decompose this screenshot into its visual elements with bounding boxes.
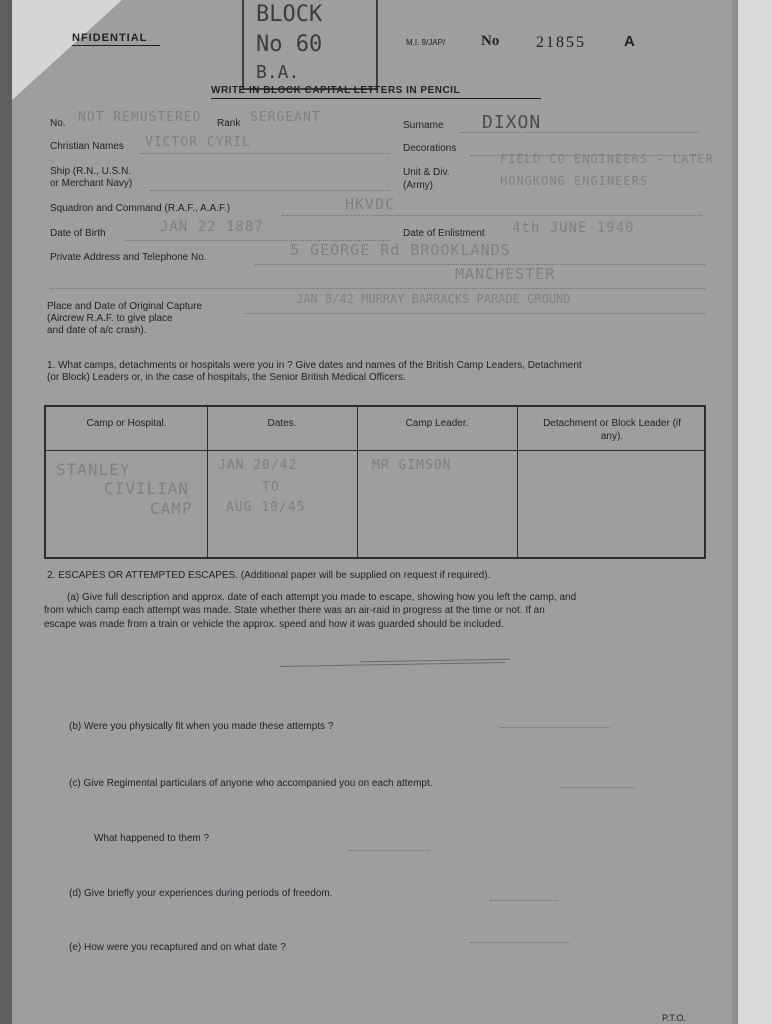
q2b-text: (b) Were you physically fit when you made these attempts ? bbox=[69, 721, 334, 732]
folded-corner bbox=[12, 0, 122, 100]
enlistment-label: Date of Enlistment bbox=[403, 228, 485, 239]
q1-text-1: 1. What camps, detachments or hospitals were you in ? Give dates and names of the British Camp Leaders, Detachment bbox=[47, 360, 582, 371]
squadron-line bbox=[282, 215, 702, 216]
no-label: No. bbox=[50, 118, 66, 129]
camp-value-1: STANLEY bbox=[56, 460, 131, 479]
q2d-line bbox=[490, 900, 558, 901]
unit-label-1: Unit & Div. bbox=[403, 167, 450, 178]
q2c-text: (c) Give Regimental particulars of anyone who accompanied you on each attempt. bbox=[69, 778, 433, 789]
rank-value: SERGEANT bbox=[250, 110, 321, 125]
no-value: NOT REMUSTERED bbox=[78, 110, 202, 125]
confidential-underline bbox=[72, 45, 160, 46]
q2d-text: (d) Give briefly your experiences during periods of freedom. bbox=[69, 888, 333, 899]
q2a-text-1: (a) Give full description and approx. date of each attempt you made to escape, showing how you left the camp, and bbox=[67, 592, 577, 603]
decorations-label: Decorations bbox=[403, 143, 457, 154]
address-line-2 bbox=[50, 288, 705, 289]
pto-note: P.T.O. bbox=[662, 1013, 686, 1023]
address-value-2: MANCHESTER bbox=[455, 265, 556, 283]
q2a-text-2: from which camp each attempt was made. State whether there was an air-raid in progress at the time or not. If an bbox=[44, 605, 545, 616]
address-label: Private Address and Telephone No. bbox=[50, 252, 207, 263]
page-edge-shadow bbox=[732, 0, 738, 1024]
table-divider bbox=[517, 407, 518, 557]
camp-leader-value: MR GIMSON bbox=[372, 458, 452, 473]
unit-value-1: FIELD CO ENGINEERS - LATER bbox=[500, 152, 714, 166]
q2c-sub-text: What happened to them ? bbox=[94, 833, 210, 844]
number-label: No bbox=[481, 33, 500, 49]
address-line-1 bbox=[255, 264, 705, 265]
col-camp-hospital: Camp or Hospital. bbox=[86, 418, 167, 429]
dates-value-3: AUG 10/45 bbox=[226, 500, 306, 515]
christian-line bbox=[140, 153, 390, 154]
christian-names-value: VICTOR CYRIL bbox=[145, 135, 251, 150]
ship-label-1: Ship (R.N., U.S.N. bbox=[50, 166, 132, 177]
q2c-line bbox=[560, 787, 635, 788]
q2a-text-3: escape was made from a train or vehicle the approx. speed and how it was guarded should be included. bbox=[44, 619, 504, 630]
confidential-heading: NFIDENTIAL bbox=[72, 32, 148, 44]
stamp-line-1: BLOCK bbox=[256, 2, 323, 27]
surname-line bbox=[460, 132, 700, 133]
mi-reference: M.I. 9/JAP/ bbox=[406, 38, 446, 47]
dates-value-2: TO bbox=[262, 480, 280, 495]
squadron-label: Squadron and Command (R.A.F., A.A.F.) bbox=[50, 203, 231, 214]
q2e-line bbox=[470, 942, 570, 943]
q2-heading: 2. ESCAPES OR ATTEMPTED ESCAPES. (Additional paper will be supplied on request if required). bbox=[47, 570, 491, 581]
capture-label-2: (Aircrew R.A.F. to give place bbox=[47, 313, 173, 324]
ship-line bbox=[150, 190, 390, 191]
q2c-sub-line bbox=[348, 850, 430, 851]
dob-label: Date of Birth bbox=[50, 228, 106, 239]
col-camp-leader: Camp Leader. bbox=[405, 418, 469, 429]
camp-value-3: CAMP bbox=[150, 499, 193, 518]
surname-label: Surname bbox=[403, 120, 444, 131]
ship-label-2: or Merchant Navy) bbox=[50, 178, 133, 189]
q2b-line bbox=[500, 727, 610, 728]
form-suffix: A bbox=[624, 33, 635, 50]
christian-names-label: Christian Names bbox=[50, 141, 124, 152]
stamp-line-2: No 60 bbox=[256, 32, 323, 57]
squadron-value: HKVDC bbox=[345, 195, 396, 213]
camp-value-2: CIVILIAN bbox=[104, 479, 190, 498]
unit-value-2: HONGKONG ENGINEERS bbox=[500, 174, 649, 188]
surname-value: DIXON bbox=[482, 112, 542, 133]
instruction-underline bbox=[211, 98, 541, 99]
q1-text-2: (or Block) Leaders or, in the case of hospitals, the Senior British Medical Officers. bbox=[47, 372, 406, 383]
address-value-1: 5 GEORGE Rd BROOKLANDS bbox=[290, 241, 511, 259]
table-header-rule bbox=[46, 450, 704, 451]
instruction-heading: WRITE IN BLOCK CAPITAL LETTERS IN PENCIL bbox=[211, 85, 461, 96]
form-number: 21855 bbox=[536, 34, 586, 51]
stamp-line-3: B.A. bbox=[256, 62, 300, 83]
capture-line bbox=[245, 313, 705, 314]
unit-label-2: (Army) bbox=[403, 180, 433, 191]
dob-value: JAN 22 1887 bbox=[160, 219, 264, 235]
capture-label-3: and date of a/c crash). bbox=[47, 325, 147, 336]
dates-value-1: JAN 20/42 bbox=[218, 458, 298, 473]
rank-label: Rank bbox=[217, 118, 241, 129]
col-dates: Dates. bbox=[267, 418, 297, 429]
enlistment-value: 4th JUNE 1940 bbox=[512, 220, 635, 236]
capture-value: JAN 8/42 MURRAY BARRACKS PARADE GROUND bbox=[296, 292, 571, 306]
q2e-text: (e) How were you recaptured and on what date ? bbox=[69, 942, 286, 953]
capture-label-1: Place and Date of Original Capture bbox=[47, 301, 203, 312]
page-edge bbox=[732, 0, 772, 1024]
col-detachment-leader: Detachment or Block Leader (if any). bbox=[543, 418, 681, 442]
